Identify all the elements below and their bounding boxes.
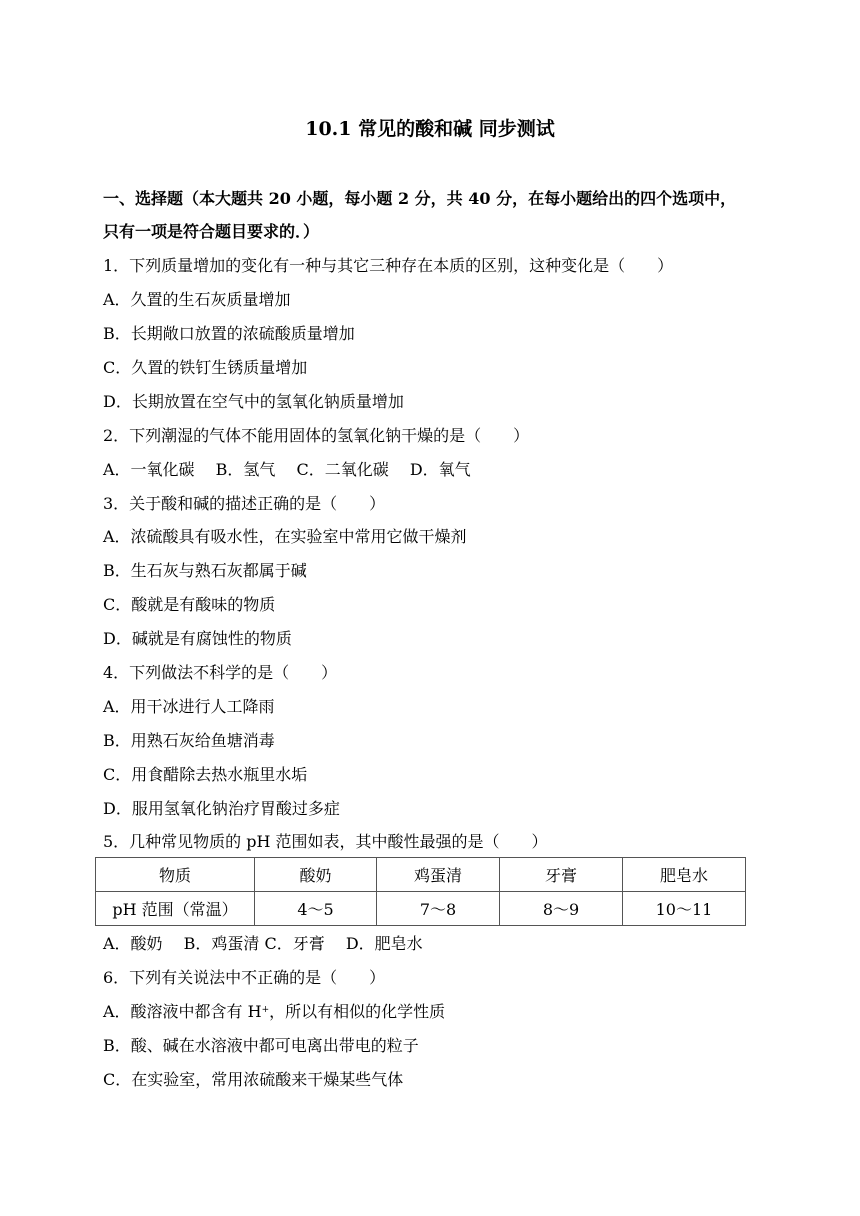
question-5-stem: 5．几种常见物质的 pH 范围如表，其中酸性最强的是（ ） (103, 832, 548, 851)
ph-table-header-cell: 物质 (96, 858, 255, 892)
question-4-option-a: A．用干冰进行人工降雨 (103, 697, 275, 716)
question-2-stem: 2．下列潮湿的气体不能用固体的氢氧化钠干燥的是（ ） (103, 426, 530, 445)
ph-table-header-row (96, 858, 746, 892)
question-1-option-b: B．长期敞口放置的浓硫酸质量增加 (103, 324, 355, 343)
question-6-stem: 6．下列有关说法中不正确的是（ ） (103, 968, 386, 987)
question-3-option-a: A．浓硫酸具有吸水性，在实验室中常用它做干燥剂 (103, 527, 467, 546)
question-3-option-d: D．碱就是有腐蚀性的物质 (103, 629, 292, 648)
ph-table-cell: 4～5 (255, 892, 377, 926)
question-2-options: A．一氧化碳 B．氢气 C．二氧化碳 D．氧气 (103, 460, 471, 479)
ph-table-cell: 8～9 (500, 892, 623, 926)
question-4-stem: 4．下列做法不科学的是（ ） (103, 663, 338, 682)
ph-table-cell: pH 范围（常温） (96, 892, 255, 926)
question-3-stem: 3．关于酸和碱的描述正确的是（ ） (103, 494, 386, 513)
ph-table-cell: 10～11 (623, 892, 746, 926)
ph-table-data-row (96, 892, 746, 926)
question-4-option-c: C．用食醋除去热水瓶里水垢 (103, 765, 308, 784)
question-1-option-a: A．久置的生石灰质量增加 (103, 290, 291, 309)
question-6-option-a (103, 1002, 445, 1022)
question-1-option-d: D．长期放置在空气中的氢氧化钠质量增加 (103, 392, 404, 411)
page-title: 10.1 常见的酸和碱 同步测试 (305, 118, 555, 140)
ph-table-header-cell: 鸡蛋清 (377, 858, 500, 892)
question-4-option-d: D．服用氢氧化钠治疗胃酸过多症 (103, 799, 340, 818)
ph-table-header-cell: 牙膏 (500, 858, 623, 892)
ph-table-header-cell: 肥皂水 (623, 858, 746, 892)
question-6-option-c: C．在实验室，常用浓硫酸来干燥某些气体 (103, 1070, 404, 1089)
ph-table-cell: 7～8 (377, 892, 500, 926)
question-6-option-b: B．酸、碱在水溶液中都可电离出带电的粒子 (103, 1036, 419, 1055)
section-heading-line-2: 只有一项是符合题目要求的．） (103, 222, 320, 241)
question-6-option-a-rest: ，所以有相似的化学性质 (269, 1002, 446, 1021)
ph-table-header-cell: 酸奶 (255, 858, 377, 892)
section-heading-line-1: 一、选择题（本大题共 20 小题，每小题 2 分，共 40 分，在每小题给出的四个选项中， (103, 189, 737, 208)
question-1-option-c: C．久置的铁钉生锈质量增加 (103, 358, 308, 377)
question-3-option-b: B．生石灰与熟石灰都属于碱 (103, 561, 307, 580)
question-1-stem: 1．下列质量增加的变化有一种与其它三种存在本质的区别，这种变化是（ ） (103, 256, 674, 275)
question-5-options: A．酸奶 B．鸡蛋清 C．牙膏 D．肥皂水 (103, 934, 423, 953)
question-3-option-c: C．酸就是有酸味的物质 (103, 595, 276, 614)
question-6-option-a-text: A．酸溶液中都含有 H (103, 1002, 262, 1021)
hydrogen-ion-charge: + (261, 1005, 270, 1015)
ph-table (95, 857, 746, 926)
question-4-option-b: B．用熟石灰给鱼塘消毒 (103, 731, 275, 750)
